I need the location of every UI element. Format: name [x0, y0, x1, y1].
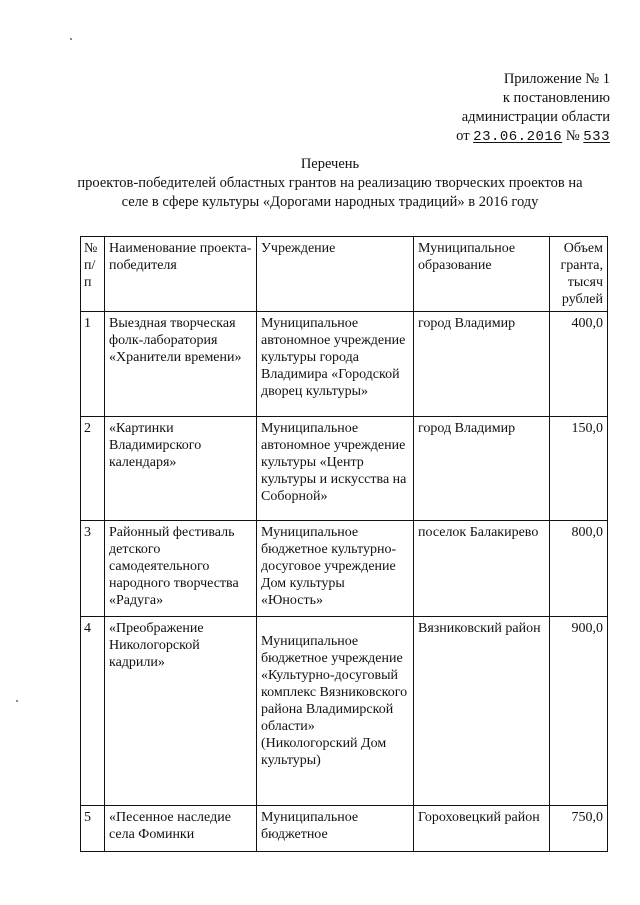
row-number: 4 [81, 617, 105, 806]
row-institution: Муниципальное автономное учреждение культуры города Владимира «Городской дворец культуры» [257, 312, 414, 417]
row-number: 2 [81, 417, 105, 521]
row-amount: 750,0 [550, 806, 608, 852]
row-number: 1 [81, 312, 105, 417]
header-amount: Объем гранта, тысяч рублей [550, 237, 608, 312]
row-project: «Картинки Владимирского календаря» [105, 417, 257, 521]
table-row [81, 617, 608, 806]
document-title [70, 155, 590, 212]
date-prefix: от [456, 128, 470, 144]
appendix-authority: администрации области [461, 109, 610, 125]
table-row [81, 312, 608, 417]
appendix-ref-line: к постановлению [502, 90, 610, 106]
row-institution: Муниципальное бюджетное [257, 806, 414, 852]
row-number: 3 [81, 521, 105, 617]
grants-table [80, 236, 608, 852]
row-project: Выездная творческая фолк-лаборатория «Хранители времени» [105, 312, 257, 417]
row-project: Районный фестиваль детского самодеятельного народного творчества «Радуга» [105, 521, 257, 617]
header-project: Наименование проекта-победителя [105, 237, 257, 312]
row-amount: 800,0 [550, 521, 608, 617]
table-row [81, 417, 608, 521]
row-amount: 400,0 [550, 312, 608, 417]
row-amount: 150,0 [550, 417, 608, 521]
row-institution: Муниципальное автономное учреждение культуры «Центр культуры и искусства на Соборной» [257, 417, 414, 521]
title-line-2: селе в сфере культуры «Дорогами народных традиций» в 2016 году [121, 194, 539, 210]
header-municipality: Муниципальное образование [414, 237, 550, 312]
scan-speck [16, 700, 18, 702]
title-heading: Перечень [300, 156, 360, 172]
row-municipality: Вязниковский район [414, 617, 550, 806]
row-municipality: город Владимир [414, 312, 550, 417]
number-prefix: № [565, 128, 580, 144]
row-municipality: город Владимир [414, 417, 550, 521]
order-number: 533 [583, 129, 610, 145]
row-number: 5 [81, 806, 105, 852]
row-municipality: Гороховецкий район [414, 806, 550, 852]
table-row [81, 806, 608, 852]
row-project: «Преображение Никологорской кадрили» [105, 617, 257, 806]
appendix-title: Приложение № 1 [503, 71, 610, 87]
row-institution: Муниципальное бюджетное учреждение «Культурно-досуговый комплекс Вязниковского района Владимирской области» (Никологорский Дом культуры) [257, 617, 414, 806]
row-project: «Песенное наследие села Фоминки [105, 806, 257, 852]
header-institution: Учреждение [257, 237, 414, 312]
scan-speck [70, 38, 72, 40]
row-institution: Муниципальное бюджетное культурно-досуговое учреждение Дом культуры «Юность» [257, 521, 414, 617]
table-row [81, 521, 608, 617]
order-date-line [456, 127, 610, 147]
table-header-row [81, 237, 608, 312]
title-line-1: проектов-победителей областных грантов на реализацию творческих проектов на [77, 175, 583, 191]
order-date: 23.06.2016 [473, 129, 563, 145]
header-number: № п/ п [81, 237, 105, 312]
row-municipality: поселок Балакирево [414, 521, 550, 617]
row-amount: 900,0 [550, 617, 608, 806]
appendix-block [456, 70, 610, 147]
